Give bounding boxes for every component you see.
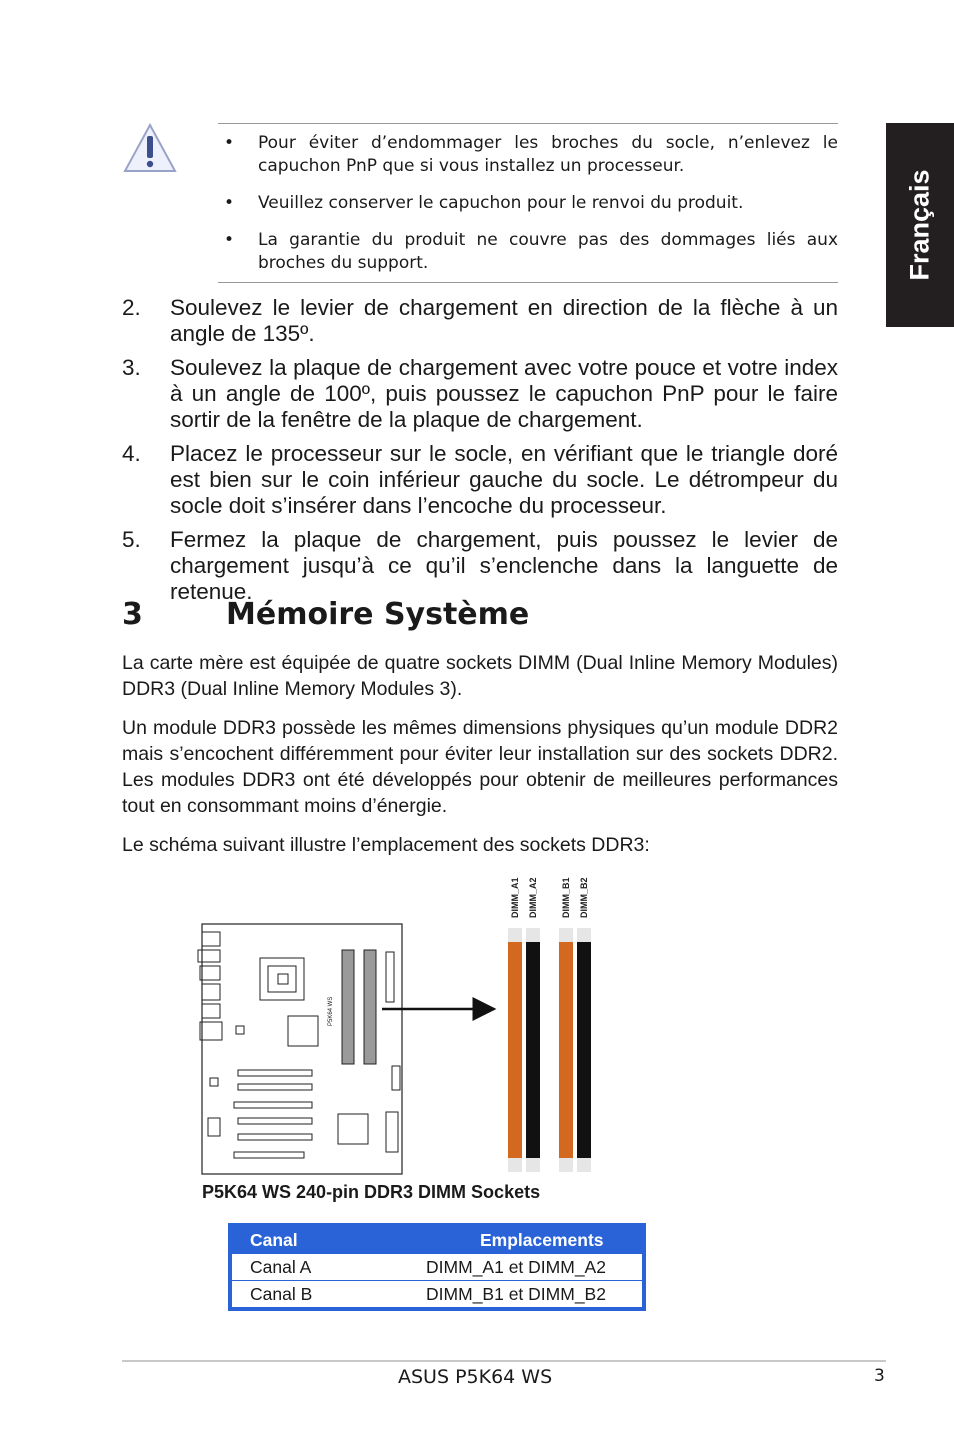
step-text: Soulevez la plaque de chargement avec votre pouce et votre index à un angle de 100º, puis poussez le capuchon PnP pour le faire sortir de la fenêtre de la plaque de chargement. [170,355,838,432]
bullet: • [224,230,235,250]
dimm-latch [559,1158,573,1172]
dimm-slot-dimm-b1 [559,928,573,1172]
language-tab-label: Français [904,169,935,281]
bullet: • [224,133,235,153]
paragraph: La carte mère est équipée de quatre sockets DIMM (Dual Inline Memory Modules) DDR3 (Dual Inline Memory Modules 3). [122,652,838,700]
channel-table [228,1223,646,1311]
dimm-slot-label: DIMM_A2 [528,877,538,918]
motherboard-outline [198,924,402,1174]
diagram-caption: P5K64 WS 240-pin DDR3 DIMM Sockets [202,1182,541,1202]
table-row [230,1281,644,1310]
footer-title: ASUS P5K64 WS [398,1366,553,1388]
dimm-latch [559,928,573,942]
dimm-latch [508,928,522,942]
step-number: 5. [122,527,141,552]
dimm-slot-label: DIMM_B1 [561,877,571,918]
dimm-latch [508,1158,522,1172]
warning-icon [122,122,178,174]
dimm-slot-dimm-b2 [577,928,591,1172]
step-text: Placez le processeur sur le socle, en vérifiant que le triangle doré est bien sur le coin inférieur gauche du socle. Le détrompeur du socle doit s’insérer dans l’encoche du processeur. [170,441,838,518]
dimm-slot-dimm-a2 [526,928,540,1172]
caution-notes [218,123,838,283]
language-tab [886,123,954,327]
bullet: • [224,193,235,213]
step-number: 2. [122,295,141,320]
dimm-latch [526,928,540,942]
paragraph: Un module DDR3 possède les mêmes dimensions physiques qu’un module DDR2 mais s’encochent différemment pour éviter leur installation sur des sockets DDR2. Les modules DDR3 ont été développés pour obtenir de meilleures performances tout en consommant moins d’énergie. [122,717,838,817]
motherboard-diagram [190,866,610,1180]
dimm-slots [508,877,591,1172]
dimm-slot-dimm-a1 [508,928,522,1172]
dimm-slot-label: DIMM_B2 [579,877,589,918]
paragraph: Le schéma suivant illustre l’emplacement des sockets DDR3: [122,834,650,856]
note-text: Pour éviter d’endommager les broches du socle, n’enlevez le capuchon PnP que si vous installez un processeur. [258,133,838,176]
section-title: Mémoire Système [226,597,530,632]
note-text: Veuillez conserver le capuchon pour le renvoi du produit. [258,193,744,213]
note-text: La garantie du produit ne couvre pas des dommages liés aux broches du support. [258,230,838,273]
table-cell: DIMM_B1 et DIMM_B2 [390,1281,644,1310]
board-label: P5K64 WS [328,996,334,1026]
step-text: Soulevez le levier de chargement en direction de la flèche à un angle de 135º. [170,295,838,346]
step-number: 4. [122,441,141,466]
step-number: 3. [122,355,141,380]
table-cell: Canal B [230,1281,390,1310]
dimm-latch [577,1158,591,1172]
footer-divider [122,1360,886,1362]
table-header: Canal [230,1225,390,1254]
table-row [230,1254,644,1281]
dimm-latch [526,1158,540,1172]
page-number: 3 [874,1366,885,1386]
table-header: Emplacements [390,1225,644,1254]
dimm-latch [577,928,591,942]
table-cell: DIMM_A1 et DIMM_A2 [390,1254,644,1281]
section-number: 3 [122,597,143,632]
step-text: Fermez la plaque de chargement, puis poussez le levier de chargement jusqu’à ce qu’il s’enclenche dans la languette de retenue. [170,527,838,604]
dimm-slot-label: DIMM_A1 [510,877,520,918]
table-cell: Canal A [230,1254,390,1281]
table-header-row [230,1225,644,1254]
